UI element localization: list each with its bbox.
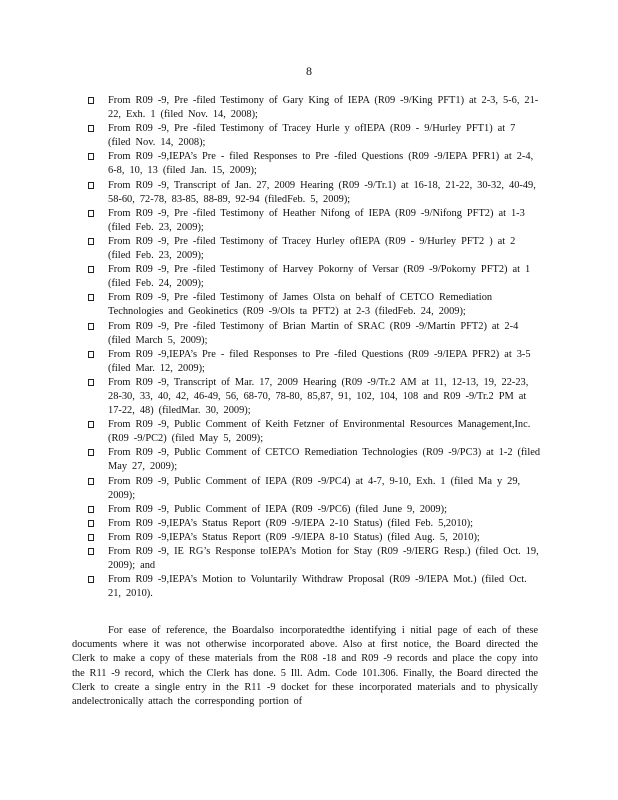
list-item xyxy=(88,291,540,319)
bullet-box-icon xyxy=(88,534,94,541)
bullet-box-icon xyxy=(88,520,94,527)
list-item xyxy=(88,179,540,207)
list-item-text: From R09 -9,IEPA’s Status Report (R09 -9/IEPA 8-10 Status) (filed Aug. 5, 2010); xyxy=(108,531,480,543)
list-item xyxy=(88,503,540,517)
bullet-box-icon xyxy=(88,449,94,456)
bullet-box-icon xyxy=(88,266,94,273)
list-item xyxy=(88,446,540,474)
list-item xyxy=(88,207,540,235)
list-item xyxy=(88,517,540,531)
bullet-box-icon xyxy=(88,506,94,513)
list-item xyxy=(88,122,540,150)
list-item-text: From R09 -9, Pre -filed Testimony of Harvey Pokorny of Versar (R09 -9/Pokorny PFT2) at 1 (filed Feb. 24, 2009); xyxy=(108,264,531,290)
bullet-box-icon xyxy=(88,421,94,428)
bullet-box-icon xyxy=(88,153,94,160)
bullet-box-icon xyxy=(88,97,94,104)
list-item xyxy=(88,348,540,376)
list-item xyxy=(88,94,540,122)
list-item xyxy=(88,531,540,545)
list-item-text: From R09 -9, Public Comment of IEPA (R09 -9/PC4) at 4-7, 9-10, Exh. 1 (filed Ma y 29, 2009); xyxy=(108,475,521,501)
bullet-box-icon xyxy=(88,351,94,358)
body-paragraph: For ease of reference, the Boardalso incorporatedthe identifying i nitial page of each of these documents where it was not otherwise incorporated above. Also at first notice, the Board directed the Clerk to make a copy of these materials from the R08 -18 and R09 -9 records and place the copy into the R11 -9 record, which the Clerk has done. 5 Ill. Adm. Code 101.306. Finally, the Board directed the Clerk to create a single entry in the R11 -9 docket for these incorporated materials and to physically andelectronically attach the corresponding portion of xyxy=(72,625,538,708)
list-item-text: From R09 -9,IEPA’s Pre - filed Responses to Pre -filed Questions (R09 -9/IEPA PFR1) at 2-4, 6-8, 10, 13 (filed Jan. 15, 2009); xyxy=(108,151,534,177)
list-item xyxy=(88,376,540,418)
list-item xyxy=(88,573,540,601)
list-item-text: From R09 -9, Pre -filed Testimony of Tracey Hurley ofIEPA (R09 - 9/Hurley PFT2 ) at 2 (filed Feb. 23, 2009); xyxy=(108,235,516,262)
list-item-text: From R09 -9, Pre -filed Testimony of James Olsta on behalf of CETCO Remediation Technologies and Geokinetics (R09 -9/Ols ta PFT2) at 2-3 (filedFeb. 24, 2009); xyxy=(108,292,493,318)
list-item-text: From R09 -9, Public Comment of Keith Fetzner of Environmental Resources Management,Inc. (R09 -9/PC2) (filed May 5, 2009); xyxy=(108,419,531,445)
bullet-box-icon xyxy=(88,379,94,386)
list-item-text: From R09 -9, Pre -filed Testimony of Brian Martin of SRAC (R09 -9/Martin PFT2) at 2-4 (filed March 5, 2009); xyxy=(108,320,519,346)
list-item-text: From R09 -9, Pre -filed Testimony of Gary King of IEPA (R09 -9/King PFT1) at 2-3, 5-6, 21-22, Exh. 1 (filed Nov. 14, 2008); xyxy=(108,95,539,121)
bullet-box-icon xyxy=(88,576,94,583)
bullet-box-icon xyxy=(88,210,94,217)
list-item xyxy=(88,235,540,263)
bullet-box-icon xyxy=(88,294,94,301)
list-item-text: From R09 -9, Transcript of Jan. 27, 2009 Hearing (R09 -9/Tr.1) at 16-18, 21-22, 30-32, 40-49, 58-60, 72-78, 83-85, 88-89, 92-94 (filedFeb. 5, 2009); xyxy=(108,179,536,205)
bullet-box-icon xyxy=(88,548,94,555)
bullet-box-icon xyxy=(88,478,94,485)
list-item-text: From R09 -9, Public Comment of IEPA (R09 -9/PC6) (filed June 9, 2009); xyxy=(108,503,447,515)
list-item xyxy=(88,475,540,503)
list-item-text: From R09 -9,IEPA’s Pre - filed Responses to Pre -filed Questions (R09 -9/IEPA PFR2) at 3-5 (filed Mar. 12, 2009); xyxy=(108,348,531,374)
list-item xyxy=(88,418,540,446)
list-item xyxy=(88,263,540,291)
bullet-box-icon xyxy=(88,238,94,245)
list-item-text: From R09 -9, IE RG’s Response toIEPA’s Motion for Stay (R09 -9/IERG Resp.) (filed Oct. 19, 2009); and xyxy=(108,546,539,572)
list-item-text: From R09 -9, Transcript of Mar. 17, 2009 Hearing (R09 -9/Tr.2 AM at 11, 12-13, 19, 22-23, 28-30, 33, 40, 42, 46-49, 56, 68-70, 78-80, 85,87, 91, 102, 104, 108 and R09 -9/Tr.2 PM at 17-22, 48) (filedMar. 30, 2009); xyxy=(108,376,529,417)
bullet-box-icon xyxy=(88,323,94,330)
list-item xyxy=(88,320,540,348)
incorporated-materials-list xyxy=(88,94,540,601)
list-item-text: From R09 -9,IEPA’s Status Report (R09 -9/IEPA 2-10 Status) (filed Feb. 5,2010); xyxy=(108,517,474,529)
list-item-text: From R09 -9, Public Comment of CETCO Remediation Technologies (R09 -9/PC3) at 1-2 (filed May 27, 2009); xyxy=(108,447,541,473)
list-item-text: From R09 -9, Pre -filed Testimony of Heather Nifong of IEPA (R09 -9/Nifong PFT2) at 1-3 (filed Feb. 23, 2009); xyxy=(108,207,525,233)
list-item-text: From R09 -9,IEPA’s Motion to Voluntarily Withdraw Proposal (R09 -9/IEPA Mot.) (filed Oct. 21, 2010). xyxy=(108,574,527,600)
list-item xyxy=(88,545,540,573)
page-number: 8 xyxy=(306,64,312,78)
list-item-text: From R09 -9, Pre -filed Testimony of Tracey Hurle y ofIEPA (R09 - 9/Hurley PFT1) at 7 (filed Nov. 14, 2008); xyxy=(108,123,516,149)
bullet-box-icon xyxy=(88,182,94,189)
list-item xyxy=(88,150,540,178)
bullet-box-icon xyxy=(88,125,94,132)
